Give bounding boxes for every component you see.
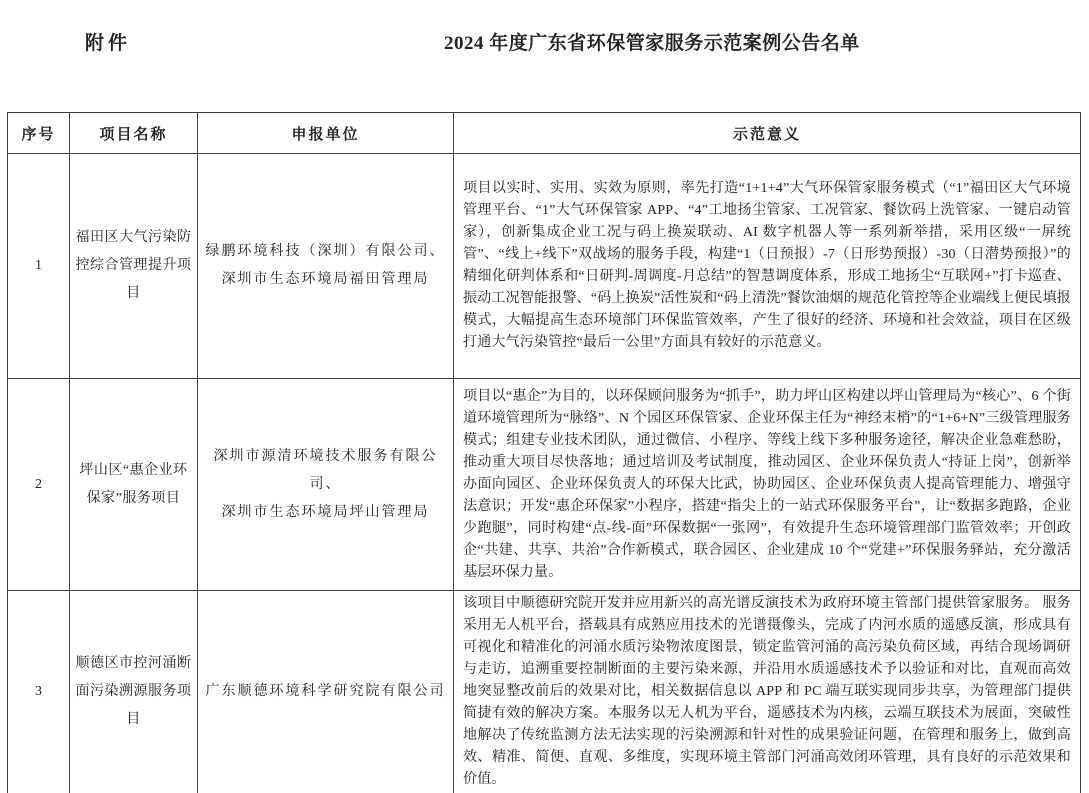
col-header-project: 项目名称 [70, 113, 198, 154]
significance-text: 项目以“惠企”为目的，以环保顾问服务为“抓手”，助力坪山区构建以坪山管理局为“核心”、6 个街道环境管理所为“脉络”、N 个园区环保管家、企业环保主任为“神经末梢”的“1+6+N”三级管理服务模式；组建专业技术团队，通过微信、小程序、等线上线下多种服务途径，解决企业急难愁盼，推动重大项目尽快落地；通过培训及考试制度，推动园区、企业环保负责人“持证上岗”，创新举办面向园区、企业环保负责人的环保大比武，协助园区、企业环保负责人提高管理能力、增强守法意识；开发“惠企环保家”小程序，搭建“指尖上的一站式环保服务平台”，让“数据多跑路，企业少跑腿”，同时构建“点-线-面”环保数据“一张网”，有效提升生态环境管理部门监管效率；开创政企“共建、共享、共治”合作新模式，联合园区、企业建成 10 个“党建+”环保服务驿站，充分激活基层环保力量。 [454, 379, 1081, 591]
applicant-unit [198, 379, 454, 591]
applicant-unit [198, 154, 454, 379]
attachment-label: 附件 [85, 33, 132, 54]
significance-text: 项目以实时、实用、实效为原则，率先打造“1+1+4”大气环保管家服务模式（“1”福田区大气环境管理平台、“1”大气环保管家 APP、“4”工地扬尘管家、工况管家、餐饮码上洗管家、一键启动管家），创新集成企业工况与码上换炭联动、AI 数字机器人等一系列新举措，采用区级“一屏统管”、“线上+线下”双战场的服务手段，构建“1（日预报）-7（日形势预报）-30（日潜势预报）”的精细化研判体系和“日研判-周调度-月总结”的智慧调度体系，形成工地扬尘“互联网+”打卡巡查、振动工况智能报警、“码上换炭”活性炭和“码上清洗”餐饮油烟的规范化管控等企业端线上便民填报模式，大幅提高生态环境部门环保监管效率，产生了很好的经济、环境和社会效益，项目在区级打通大气污染管控“最后一公里”方面具有较好的示范意义。 [454, 154, 1081, 379]
table-header-row [8, 113, 1081, 154]
applicant-line: 深圳市生态环境局坪山管理局 [221, 504, 430, 520]
applicant-line: 广东顺德环境科学研究院有限公司 [205, 684, 446, 699]
row-number: 2 [8, 379, 70, 591]
col-header-applicant: 申报单位 [198, 113, 454, 154]
applicant-line: 深圳市源清环境技术服务有限公司、 [213, 448, 438, 492]
row-number: 1 [8, 154, 70, 379]
applicant-line: 绿鹏环境科技（深圳）有限公司、 [205, 244, 446, 259]
table-row [8, 379, 1081, 591]
project-name: 福田区大气污染防控综合管理提升项目 [70, 154, 198, 379]
col-header-no: 序号 [8, 113, 70, 154]
applicant-unit [198, 591, 454, 793]
row-number: 3 [8, 591, 70, 793]
significance-text: 该项目中顺德研究院开发并应用新兴的高光谱反演技术为政府环境主管部门提供管家服务。 服务采用无人机平台，搭载具有成熟应用技术的光谱摄像头，完成了内河水质的遥感反演，形成具有可视化和精准化的河涌水质污染物浓度图景，锁定监管河涌的高污染负荷区域，再结合现场调研与走访，追溯重要控制断面的主要污染来源，并沿用水质遥感技术予以验证和对比，直观而高效地突显整改前后的效果对比，相关数据信息以 APP 和 PC 端互联实现同步共享，为管理部门提供简捷有效的解决方案。本服务以无人机为平台，遥感技术为内核，云端互联技术为展面，突破性地解决了传统监测方法无法实现的污染溯源和针对性的成果验证问题，在管理和服务上，做到高效、精准、简便、直观、多维度，实现环境主管部门河涌高效闭环管理，具有良好的示范效果和价值。 [454, 591, 1081, 793]
col-header-significance: 示范意义 [454, 113, 1081, 154]
cases-table [7, 112, 1081, 793]
project-name: 顺德区市控河涌断面污染溯源服务项目 [70, 591, 198, 793]
table-row [8, 154, 1081, 379]
table-row [8, 591, 1081, 793]
project-name: 坪山区“惠企业环保家”服务项目 [70, 379, 198, 591]
page-title: 2024 年度广东省环保管家服务示范案例公告名单 [444, 33, 860, 54]
applicant-line: 深圳市生态环境局福田管理局 [221, 272, 430, 287]
